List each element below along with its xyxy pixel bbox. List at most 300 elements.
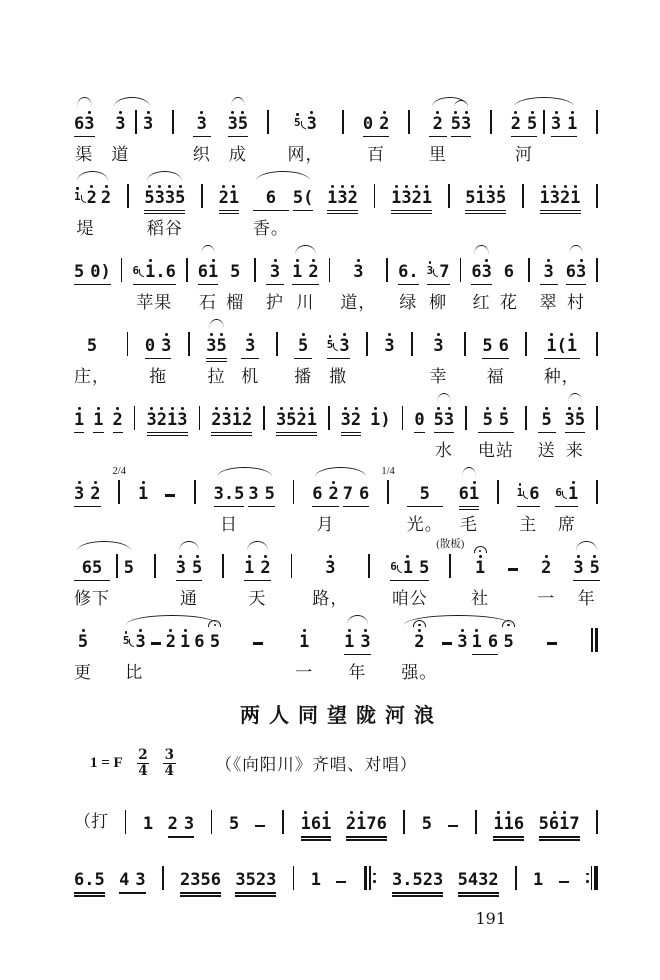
beam-underlines [335,890,347,898]
lyric: 更 [74,663,92,682]
lyric: 撒 [329,367,348,386]
note-cell [253,170,289,239]
note-char [565,405,575,430]
note-char [529,479,539,504]
beam-underline [145,358,172,360]
duration-dash [255,825,265,828]
note-char [84,865,94,890]
note-digit: 6 [81,558,92,578]
note-digit: 6 [359,484,370,504]
note-digit: 3 [564,410,575,430]
note-char [74,257,84,282]
slur-arc [242,540,273,609]
note-digit: 5 [94,870,105,891]
note-digit: 5 [538,814,549,835]
note-char [161,331,171,356]
lyric: 席 [557,515,576,534]
beam-underline [74,432,84,434]
note-cell [147,392,188,461]
note-cell [248,466,275,535]
beam-underline [434,432,455,434]
beam-underline [551,136,578,138]
beam-underline [180,895,221,897]
note-char [568,479,578,504]
slur-arc [72,540,136,609]
note-digit: 1 [137,484,149,504]
note-cell [293,170,314,239]
note-char [482,257,492,282]
note-char [401,183,411,208]
beam-underline [540,210,581,212]
note-digit: 6 [513,814,525,835]
beam-underline [74,895,105,897]
note-cell [458,852,499,903]
beam-underline [540,284,558,286]
note-digit: 1 [471,632,482,652]
note-cell [219,170,240,239]
note-char [546,331,556,356]
note-char [566,257,576,282]
slur-arc [564,244,589,313]
note-digit: 1 [493,814,504,835]
note-cell [507,540,519,609]
beam-underline [544,358,580,360]
beam-underlines [539,834,580,842]
note-cell [74,392,84,461]
beam-underlines [143,834,153,842]
lyric: 石 [198,293,217,312]
beam-underline [74,136,95,138]
slur-arc [226,96,251,165]
note-char [363,109,373,134]
note-char [499,331,509,356]
grace-hook [433,269,438,277]
note-digit: 3 [196,114,207,134]
note-char [155,257,165,282]
note-digit: 6 [471,262,482,282]
beam-underline [465,210,506,212]
beam-underline [573,580,600,582]
beam-underline [301,839,332,841]
note-digit: 3 [245,336,256,356]
note-digit: 6 [74,870,85,891]
barline [328,244,332,313]
slur-arc [571,540,602,609]
beam-underlines [422,834,432,842]
note-digit: 2 [422,870,433,891]
note-char [292,257,302,282]
note-char [286,405,296,430]
note-char [228,109,238,134]
lyric: 强。 [401,663,438,682]
note-char [235,865,245,890]
note-digit: 5 [175,188,186,208]
note-char [266,183,276,208]
note-cell [241,318,259,387]
note-char [377,809,387,834]
beam-underline [241,358,259,360]
note-char [469,479,479,504]
barline [489,96,493,165]
note-digit: 3 [161,336,172,356]
note-char [150,636,162,652]
beam-underlines [327,208,358,216]
note-char [201,865,211,890]
grace-hook [523,491,528,499]
beam-underlines [93,430,103,438]
lyric: 电站 [477,441,514,460]
note-cell [555,466,578,535]
barline [410,318,414,387]
note-cell [482,318,509,387]
fermata [502,620,515,627]
beam-underline [93,432,103,434]
barline [200,170,204,239]
note-char [307,109,317,134]
note-cell [74,852,105,903]
note-char [74,405,84,430]
note-digit: 5 [230,262,241,282]
note-cell [451,96,472,165]
note-cell [123,614,146,683]
note-cell [472,614,499,683]
note-char [190,865,200,890]
grace-hook [562,491,567,499]
note-char [246,865,256,890]
beam-underlines [311,890,321,898]
note-char [590,553,600,578]
note-cell [252,614,264,683]
slur-arc [72,170,113,239]
barline [373,170,377,239]
note-digit: 3 [266,870,277,891]
grace-digit: 5 [326,338,334,351]
beam-underline [363,136,390,138]
note-digit: 1 [370,410,381,430]
note-cell [113,392,123,461]
beam-underline [113,432,123,434]
note-digit: 1 [503,814,514,835]
note-char [457,627,467,652]
note-digit: 3 [432,870,444,891]
note-char [308,257,318,282]
beam-underline [414,432,424,434]
note-cell [465,170,506,239]
note-char [266,865,276,890]
grace-digit: 5 [122,634,130,647]
note-char [293,183,303,208]
note-char [211,865,221,890]
note-digit: 3 [575,262,587,282]
note-cell [390,540,429,609]
beam-underline [341,432,362,434]
barline [401,392,405,461]
grace-note [74,186,86,203]
note-char [211,405,221,430]
repeat-dot [373,873,376,876]
note-digit: 6 [498,336,509,356]
beam-underline [235,892,276,894]
beam-underlines [143,134,153,142]
grace-digit: 5 [294,116,301,129]
note-char [472,627,482,652]
lyric: 花 [499,293,518,312]
note-digit: 6 [458,484,469,504]
score-line-9 [72,796,602,847]
note-char [504,627,514,652]
barline [120,244,124,313]
barline [210,796,214,847]
note-digit: 5 [209,632,221,652]
lyric: 天 [248,589,267,608]
note-cell [214,466,245,535]
barline [198,392,202,461]
lyric: 福 [486,367,505,386]
note-char [254,819,266,835]
lyric: 拖 [149,367,168,386]
beam-underline [144,210,185,212]
note-char [366,809,376,834]
note-char [143,109,153,134]
note-char [214,479,224,504]
note-char [569,809,579,834]
barline [595,318,599,387]
note-cell [295,614,313,683]
barline [327,392,331,461]
note-cell [168,796,195,847]
note-char [380,405,390,430]
ts-denominator: 4 [138,763,148,780]
slur-arc [121,614,224,683]
barline [124,796,128,847]
beam-underlines [254,834,266,842]
note-cell [228,96,249,165]
beam-underline [391,213,432,215]
note-char [327,183,337,208]
note-char [339,331,349,356]
lyric: 成 [228,145,247,164]
note-char [419,553,429,578]
note-digit: 6 [376,814,387,835]
repeat-dots [586,866,589,890]
note-char [180,627,190,652]
note-char [230,257,240,282]
note-char [422,183,432,208]
note-digit: . [84,870,95,891]
song-title: 两人同望陇河浪 [240,705,443,727]
note-char [420,479,430,504]
fermata-slot [502,614,515,627]
note-digit: 1 [475,188,486,208]
note-digit: 1 [421,188,433,208]
beam-underlines [465,208,506,216]
grace-hook [129,639,134,647]
note-cell [74,614,92,683]
note-digit: 2 [411,188,422,208]
lyric: 堤 [76,219,95,238]
note-char [359,479,369,504]
barline [459,244,463,313]
note-digit: 2 [414,632,425,652]
note-cell [211,392,252,461]
beam-underlines [447,834,459,842]
barline [262,392,266,461]
note-char [82,553,92,578]
barline [126,318,130,387]
beam-underline [458,895,499,897]
note-char [471,257,481,282]
note-digit: 2 [255,870,267,891]
note-char [541,405,551,430]
note-digit: 3 [325,558,336,578]
note-cell [429,96,447,165]
note-digit: 5 [541,410,552,430]
note-cell [138,466,148,535]
repeat-end-barline [585,852,599,903]
barline [524,392,528,461]
note-char [244,553,254,578]
note-digit: 3 [550,114,562,134]
note-digit: 0 [362,114,374,134]
note-char [433,331,443,356]
note-cell [544,318,580,387]
note-digit: 1 [228,188,240,208]
beam-underline [451,136,472,138]
lyric: 苹果 [136,293,173,312]
lyric: 水 [434,441,453,460]
note-digit: 1 [402,558,414,578]
beam-underline [168,836,195,838]
note-digit: 6 [312,484,323,504]
beam-underline [244,580,271,582]
note-digit: 3 [275,410,287,430]
beam-underline [276,435,317,437]
beam-underline [493,836,524,838]
note-char [560,183,570,208]
barline [292,466,296,535]
note-cell [119,852,146,903]
inline-text-label: （打 [74,812,108,832]
time-signature-3-4 [163,748,175,778]
grace-digit: 1 [516,486,524,499]
note-cell [133,244,176,313]
grace-note [555,482,567,499]
note-cell [540,170,581,239]
note-char [176,553,186,578]
note-digit: 1 [539,188,550,208]
note-cell [502,614,515,683]
ts-numerator: 2 [138,747,148,763]
note-char [465,183,475,208]
duration-dash [151,642,161,645]
beam-underline [74,892,105,894]
score-line-10 [72,852,602,903]
barline [341,96,345,165]
barline [474,796,478,847]
barline [281,796,285,847]
grace-note [294,112,306,129]
beam-underlines [391,208,432,216]
beam-underlines [74,504,101,512]
score-line-4 [72,318,602,387]
note-digit: 5 [286,410,297,430]
note-digit: 2 [510,114,521,134]
note-cell [164,466,176,535]
barline [595,244,599,313]
note-char [441,636,453,652]
beam-underline [74,506,101,508]
beam-underlines [235,890,276,898]
note-digit: 2 [86,188,97,208]
slur-arc [196,244,221,313]
note-char [493,809,503,834]
note-cell [287,96,323,165]
lyric: 一 [295,663,314,682]
note-digit: 3 [135,870,146,891]
note-char [402,865,412,890]
note-char [164,488,176,504]
lyric: 村 [566,293,585,312]
note-char [504,257,514,282]
barline [464,392,468,461]
note-cell [150,614,162,683]
note-digit: 3 [573,558,584,578]
note-char [476,183,486,208]
note-char [570,183,580,208]
note-digit: ( [303,188,314,208]
note-digit: 5 [450,114,462,134]
note-digit: 3 [443,410,455,430]
final-barline [590,614,599,683]
note-digit: 2 [260,558,271,578]
score-section-2 [72,796,602,903]
note-cell [74,170,97,239]
note-char [468,865,478,890]
note-cell [459,466,480,535]
beam-underlines [370,430,391,438]
note-digit: 6 [310,814,322,835]
beam-underline [538,432,556,434]
beam-underlines [119,890,146,898]
note-digit: 5 [457,870,468,891]
note-digit: 1 [300,814,311,835]
note-cell [370,392,391,461]
score-line-6 [72,466,602,535]
repeat-start-barline [363,852,377,903]
note-char [90,479,100,504]
note-cell [363,96,390,165]
beam-underline [301,836,332,838]
note-cell [229,796,239,847]
note-digit: 2 [379,114,390,134]
note-char [165,183,175,208]
note-digit: 2 [488,870,499,891]
beam-underlines [113,430,123,438]
note-char [166,257,176,282]
note-digit: 5 [292,188,304,208]
note-char [475,553,485,578]
note-cell [266,244,284,313]
lyric: 网， [287,145,324,164]
note-char [414,405,424,430]
note-char [392,865,402,890]
note-digit: 1 [299,632,310,652]
note-digit: 6 [265,188,276,208]
beam-underlines [74,430,84,438]
note-char [229,183,239,208]
beam-underlines [150,652,162,660]
beam-underline [566,284,587,286]
